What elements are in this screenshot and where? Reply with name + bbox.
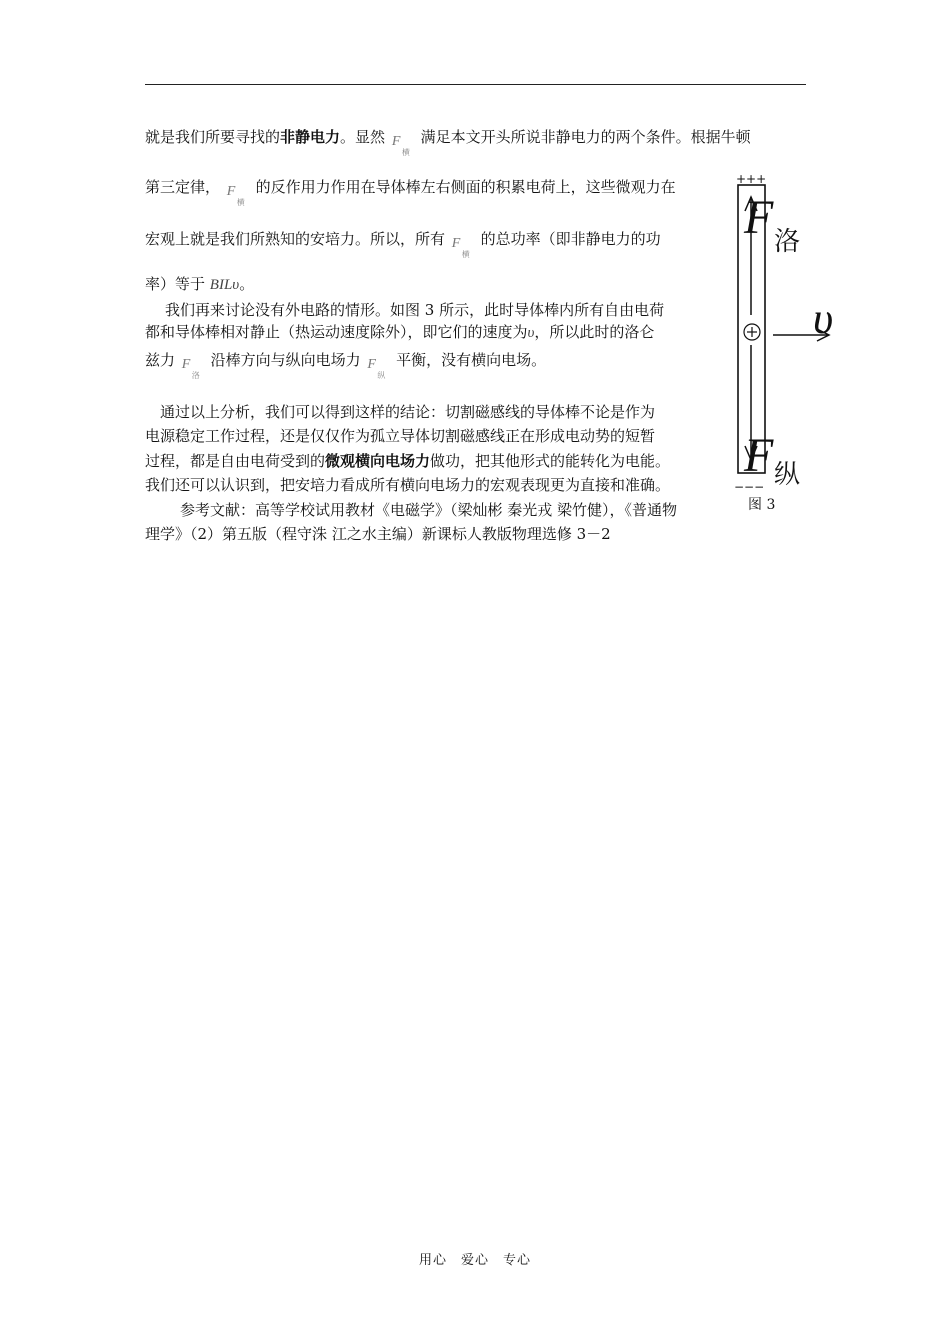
f-zong-symbol: F 纵 [367,357,386,380]
text: 宏观上就是我们所熟知的安培力。所以，所有 [145,230,446,248]
figure-caption: 图 3 [748,497,776,513]
negative-charges: −−− [734,480,765,494]
f-luo-symbol: F 洛 [181,357,200,380]
f-luo-label: F [744,191,774,244]
p1-line-4 [145,274,254,295]
text: 平衡，没有横向电场。 [396,351,547,369]
f-zong-subscript: 纵 [774,460,801,490]
text: 参考文献：高等学校试用教材《电磁学》（梁灿彬 秦光戎 梁竹健），《普通物 [180,501,678,519]
text: 做功，把其他形式的能转化为电能。 [430,452,671,470]
p2-line-2 [145,322,654,343]
f-heng-symbol: F 横 [451,236,470,259]
p2-line-3 [145,350,547,380]
text: 通过以上分析，我们可以得到这样的结论：切割磁感线的导体棒不论是作为 [160,403,656,421]
velocity-label: υ [813,294,834,343]
p3-line-3 [145,451,670,471]
text: 沿棒方向与纵向电场力 [210,351,361,369]
f-heng-symbol: F 横 [226,184,245,207]
p3-line-2 [145,426,655,446]
p2-line-1 [165,300,664,320]
p3-line-4 [145,475,670,495]
header-rule [145,84,806,85]
text: 都和导体棒相对静止（热运动速度除外），即它们的速度为 [145,323,528,341]
p1-line-3 [145,229,661,259]
figure-3-diagram [725,165,850,495]
positive-charges: +++ [736,172,767,186]
text: 我们再来讨论没有外电路的情形。如图 3 所示，此时导体棒内所有自由电荷 [165,301,665,319]
text: 理学》（2）第五版（程守洙 江之水主编）新课标人教版物理选修 3－2 [145,525,611,543]
bold-term: 非静电力 [280,128,341,146]
text: 我们还可以认识到，把安培力看成所有横向电场力的宏观表现更为直接和准确。 [145,476,671,494]
text: 的总功率（即非静电力的功 [480,230,661,248]
text: 兹力 [145,351,176,369]
text: 电源稳定工作过程，还是仅仅作为孤立导体切割磁感线正在形成电动势的短暂 [145,427,656,445]
text: 第三定律， [145,178,221,196]
text: 满足本文开头所说非静电力的两个条件。根据牛顿 [420,128,751,146]
f-heng-symbol: F 横 [391,134,410,157]
p3-line-1 [160,402,655,422]
text: 过程，都是自由电荷受到的 [145,452,326,470]
bold-term: 微观横向电场力 [325,452,431,470]
f-luo-subscript: 洛 [774,227,801,257]
f-zong-label: F [744,429,774,482]
p1-line-1 [145,127,751,157]
text: ，所以此时的洛仑 [534,323,655,341]
p1-line-2 [145,177,676,207]
references-line-1 [180,500,677,520]
text: 率）等于 [145,275,206,293]
math-v: υ [527,325,535,341]
page-footer: 用心 爱心 专心 [418,1253,531,1268]
references-line-2 [145,524,611,544]
text: 就是我们所要寻找的 [145,128,281,146]
text: 。显然 [340,128,386,146]
text: 的反作用力作用在导体棒左右侧面的积累电荷上，这些微观力在 [255,178,676,196]
math-bilv: BILυ [209,277,240,293]
text: 。 [239,275,255,293]
